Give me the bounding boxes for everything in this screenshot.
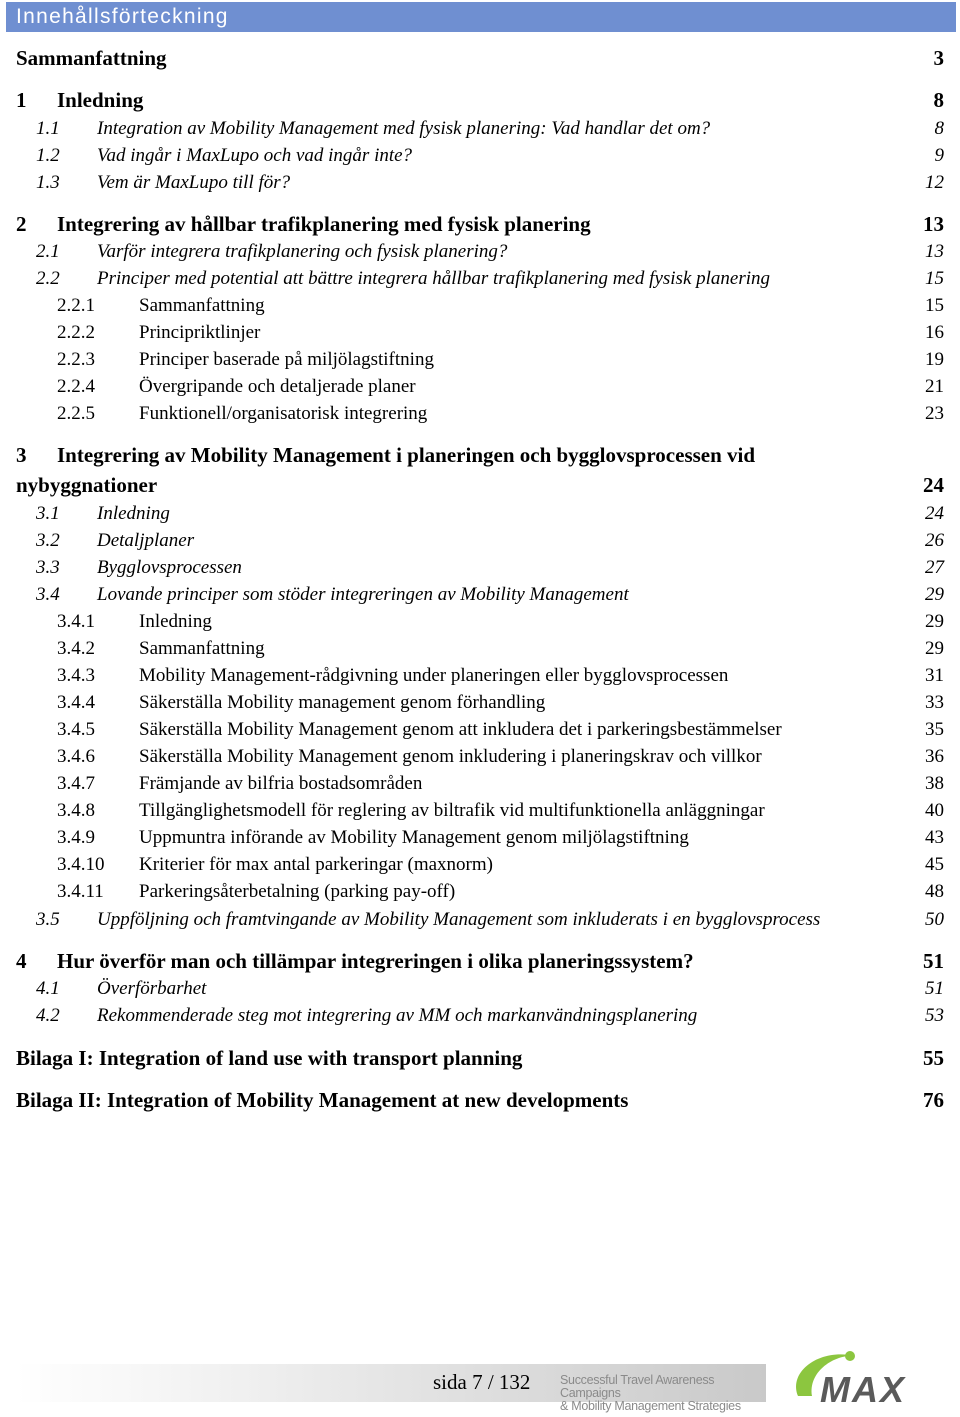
toc-entry-title: Främjande av bilfria bostadsområden bbox=[139, 773, 423, 794]
toc-entry-page: 76 bbox=[923, 1088, 944, 1112]
toc-entry-number: 3.4.6 bbox=[57, 746, 95, 767]
tagline-line-1: Successful Travel Awareness Campaigns bbox=[560, 1373, 715, 1400]
toc-entry-page: 24 bbox=[923, 473, 944, 497]
toc-entry-title: Mobility Management-rådgivning under planeringen eller bygglovsprocessen bbox=[139, 665, 729, 686]
tagline-line-2: & Mobility Management Strategies bbox=[560, 1399, 741, 1413]
toc-entry-number: 3.4.9 bbox=[57, 827, 95, 848]
toc-entry-number: 2.2 bbox=[36, 268, 60, 289]
toc-entry-page: 24 bbox=[925, 503, 944, 524]
toc-entry-page: 33 bbox=[925, 692, 944, 713]
toc-entry-number: 3.1 bbox=[36, 503, 60, 524]
toc-entry-page: 50 bbox=[925, 909, 944, 930]
toc-entry-page: 8 bbox=[933, 88, 944, 112]
toc-entry-page: 53 bbox=[925, 1005, 944, 1026]
toc-entry-page: 29 bbox=[925, 584, 944, 605]
toc-entry-title: Inledning bbox=[57, 88, 144, 112]
toc-entry-number: 3.4.7 bbox=[57, 773, 95, 794]
toc-entry-number: 2.2.5 bbox=[57, 403, 95, 424]
toc-entry-number: 2 bbox=[16, 212, 27, 236]
toc-entry-number: 4.1 bbox=[36, 978, 60, 999]
toc-entry-page: 9 bbox=[934, 145, 944, 166]
toc-entry-title: Uppmuntra införande av Mobility Management genom miljölagstiftning bbox=[139, 827, 689, 848]
toc-entry-title: Varför integrera trafikplanering och fysisk planering? bbox=[97, 241, 508, 262]
toc-entry-title: Säkerställa Mobility Management genom att inkludera det i parkeringsbestämmelser bbox=[139, 719, 782, 740]
toc-entry-page: 45 bbox=[925, 854, 944, 875]
page-title: Innehållsförteckning bbox=[16, 5, 229, 28]
toc-entry-page: 15 bbox=[925, 268, 944, 289]
toc-entry-title: Principriktlinjer bbox=[139, 322, 261, 343]
toc-entry-title: Principer baserade på miljölagstiftning bbox=[139, 349, 434, 370]
toc-entry-title: Sammanfattning bbox=[139, 638, 265, 659]
toc-entry-number: 3.4.11 bbox=[57, 881, 104, 902]
toc-entry-page: 31 bbox=[925, 665, 944, 686]
toc-entry-number: 3.4.8 bbox=[57, 800, 95, 821]
max-logo bbox=[780, 1346, 950, 1412]
toc-entry-page: 38 bbox=[925, 773, 944, 794]
toc-entry-title: Integrering av Mobility Management i planeringen och bygglovsprocessen vid bbox=[57, 443, 756, 467]
toc-entry-title: Funktionell/organisatorisk integrering bbox=[139, 403, 428, 424]
toc-entry-number: 3.4.2 bbox=[57, 638, 95, 659]
toc-entry-number: 3.4.10 bbox=[57, 854, 105, 875]
toc-entry-number: 2.2.1 bbox=[57, 295, 95, 316]
toc-entry-page: 26 bbox=[925, 530, 944, 551]
toc-entry-title: Principer med potential att bättre integrera hållbar trafikplanering med fysisk planering bbox=[97, 268, 771, 289]
toc-entry-number: 4 bbox=[16, 949, 27, 973]
toc-entry-title: Bygglovsprocessen bbox=[97, 557, 242, 578]
toc-entry-page: 23 bbox=[925, 403, 944, 424]
toc-entry-title: Inledning bbox=[139, 611, 212, 632]
toc-entry-number: 3.4.5 bbox=[57, 719, 95, 740]
toc-entry-page: 51 bbox=[923, 949, 944, 973]
toc-entry-page: 29 bbox=[925, 611, 944, 632]
toc-entry-page: 36 bbox=[925, 746, 944, 767]
toc-entry-page: 19 bbox=[925, 349, 944, 370]
toc-entry-number: 2.1 bbox=[36, 241, 60, 262]
toc-entry-number: 3.3 bbox=[36, 557, 60, 578]
toc-entry-page: 51 bbox=[925, 978, 944, 999]
toc-entry-number: 2.2.4 bbox=[57, 376, 95, 397]
toc-entry-number: 1 bbox=[16, 88, 27, 112]
toc-entry-title: Kriterier för max antal parkeringar (maxnorm) bbox=[139, 854, 493, 875]
toc-entry-page: 12 bbox=[925, 172, 944, 193]
page-number: sida 7 / 132 bbox=[433, 1370, 531, 1394]
toc-entry-title: Säkerställa Mobility management genom förhandling bbox=[139, 692, 546, 713]
toc-entry-title: Rekommenderade steg mot integrering av MM och markanvändningsplanering bbox=[97, 1005, 698, 1026]
toc-entry-number: 3 bbox=[16, 443, 27, 467]
toc-entry-title: Integration av Mobility Management med fysisk planering: Vad handlar det om? bbox=[97, 118, 711, 139]
toc-entry-title: Vad ingår i MaxLupo och vad ingår inte? bbox=[97, 145, 413, 166]
toc-entry-page: 21 bbox=[925, 376, 944, 397]
toc-entry-title: Hur överför man och tillämpar integreringen i olika planeringssystem? bbox=[57, 949, 694, 973]
toc-entry-title: Tillgänglighetsmodell för reglering av biltrafik vid multifunktionella anläggningar bbox=[139, 800, 765, 821]
toc-entry-page: 43 bbox=[925, 827, 944, 848]
toc-entry-title: Överförbarhet bbox=[97, 978, 207, 999]
toc-entry-number: 3.4.3 bbox=[57, 665, 95, 686]
toc-entry-number: 3.5 bbox=[36, 909, 60, 930]
toc-entry-page: 13 bbox=[923, 212, 944, 236]
toc-entry-title: Sammanfattning bbox=[139, 295, 265, 316]
toc-entry-page: 13 bbox=[925, 241, 944, 262]
toc-entry-title: Inledning bbox=[97, 503, 170, 524]
toc-entry-title: Vem är MaxLupo till för? bbox=[97, 172, 291, 193]
toc-entry-number: 2.2.3 bbox=[57, 349, 95, 370]
toc-entry-page: 40 bbox=[925, 800, 944, 821]
toc-entry-page: 15 bbox=[925, 295, 944, 316]
toc-entry-page: 29 bbox=[925, 638, 944, 659]
toc-entry-title: Integrering av hållbar trafikplanering med fysisk planering bbox=[57, 212, 591, 236]
toc-entry-title: Uppföljning och framtvingande av Mobility Management som inkluderats i en bygglovsprocess bbox=[97, 909, 821, 930]
toc-entry-page: 55 bbox=[923, 1046, 944, 1070]
toc-entry-page: 3 bbox=[933, 46, 944, 70]
toc-entry-title: Detaljplaner bbox=[97, 530, 195, 551]
toc-entry-title: Bilaga II: Integration of Mobility Management at new developments bbox=[16, 1088, 629, 1112]
toc-entry-page: 27 bbox=[925, 557, 944, 578]
toc-entry-title: Lovande principer som stöder integreringen av Mobility Management bbox=[97, 584, 629, 605]
logo-text: MAX bbox=[820, 1369, 906, 1410]
logo-dot bbox=[845, 1351, 855, 1361]
toc-entry-title: Sammanfattning bbox=[16, 46, 167, 70]
toc-entry-number: 2.2.2 bbox=[57, 322, 95, 343]
toc-entry-number: 3.4 bbox=[36, 584, 60, 605]
toc-entry-number: 3.4.1 bbox=[57, 611, 95, 632]
toc-entry-page: 8 bbox=[934, 118, 944, 139]
toc-entry-title: nybyggnationer bbox=[16, 473, 158, 497]
toc-entry-title: Övergripande och detaljerade planer bbox=[139, 376, 416, 397]
toc-entry-number: 1.3 bbox=[36, 172, 60, 193]
toc-entry-title: Säkerställa Mobility Management genom inkludering i planeringskrav och villkor bbox=[139, 746, 762, 767]
toc-entry-number: 1.1 bbox=[36, 118, 60, 139]
toc-entry-title: Bilaga I: Integration of land use with transport planning bbox=[16, 1046, 523, 1070]
toc-entry-number: 3.4.4 bbox=[57, 692, 95, 713]
toc-entry-page: 35 bbox=[925, 719, 944, 740]
toc-entry-number: 3.2 bbox=[36, 530, 60, 551]
footer-tagline bbox=[560, 1374, 770, 1413]
toc-entry-page: 16 bbox=[925, 322, 944, 343]
toc-entry-title: Parkeringsåterbetalning (parking pay-off) bbox=[139, 881, 456, 902]
toc-entry-page: 48 bbox=[925, 881, 944, 902]
toc-entry-number: 4.2 bbox=[36, 1005, 60, 1026]
toc-entry-number: 1.2 bbox=[36, 145, 60, 166]
